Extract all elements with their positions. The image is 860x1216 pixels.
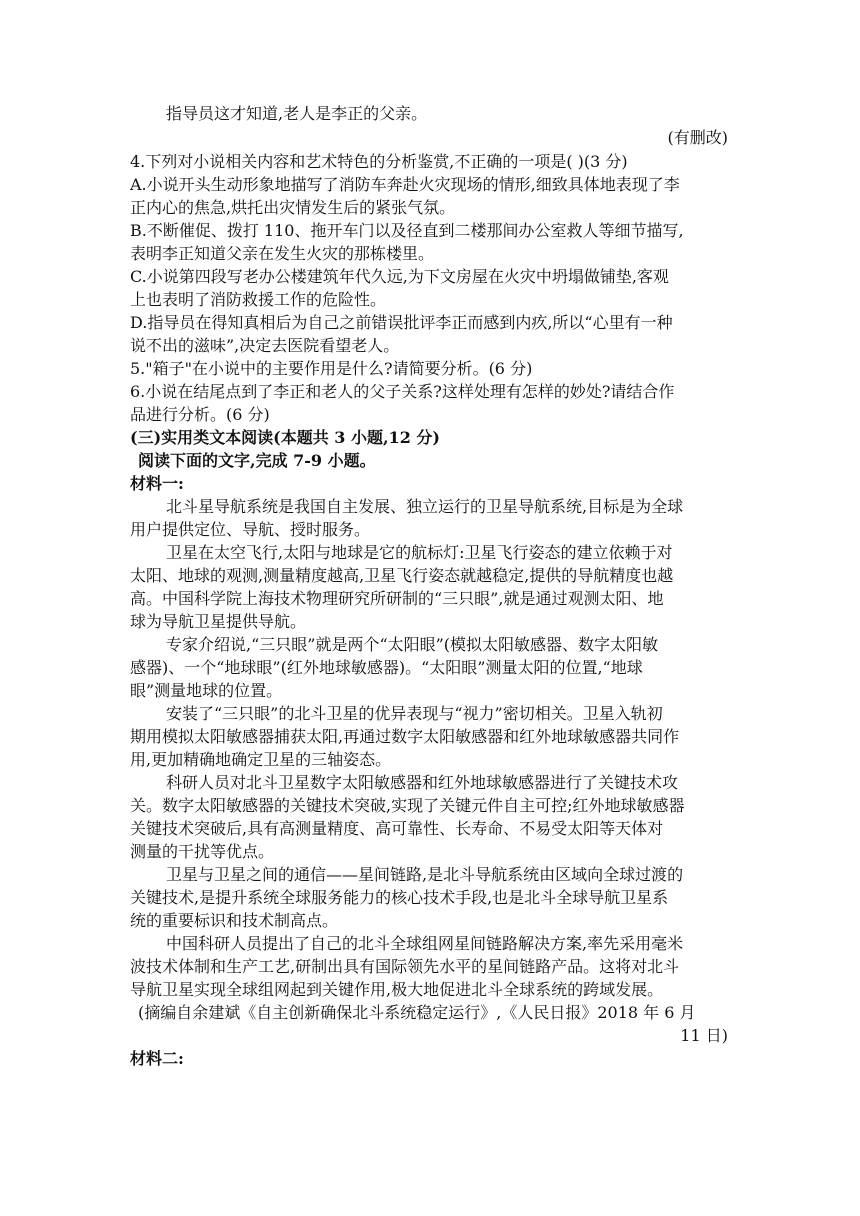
option-c-line-2: 上也表明了消防救援工作的危险性。 [130, 290, 387, 309]
paragraph-line: 用户提供定位、导航、授时服务。 [130, 520, 371, 539]
paragraph-line: 关。数字太阳敏感器的关键技术突破,实现了关键元件自主可控;红外地球敏感器 [130, 796, 685, 815]
paragraph-line: 太阳、地球的观测,测量精度越高,卫星飞行姿态就越稳定,提供的导航精度也越 [130, 566, 674, 585]
paragraph-line: 高。中国科学院上海技术物理研究所研制的“三只眼”,就是通过观测太阳、地 [130, 589, 664, 608]
story-last-line: 指导员这才知道,老人是李正的父亲。 [166, 104, 428, 123]
option-a-line-1: A.小说开头生动形象地描写了消防车奔赴火灾现场的情形,细致具体地表现了李 [130, 175, 680, 194]
paragraph-line: 专家介绍说,“三只眼”就是两个“太阳眼”(模拟太阳敏感器、数字太阳敏 [166, 635, 659, 654]
option-b-line-1: B.不断催促、拨打 110、拖开车门以及径直到二楼那间办公室救人等细节描写, [130, 221, 684, 240]
paragraph-line: 感器)、一个“地球眼”(红外地球敏感器)。“太阳眼”测量太阳的位置,“地球 [130, 658, 643, 677]
question-6-line-1: 6.小说在结尾点到了李正和老人的父子关系?这样处理有怎样的妙处?请结合作 [130, 382, 675, 401]
source-citation-line-2: 11 日) [680, 1026, 728, 1045]
section-3-title: (三)实用类文本阅读(本题共 3 小题,12 分) [130, 428, 440, 447]
material-1-label: 材料一: [130, 474, 184, 493]
paragraph-line: 关键技术突破后,具有高测量精度、高可靠性、长寿命、不易受太阳等天体对 [130, 819, 664, 838]
paragraph-line: 中国科研人员提出了自己的北斗全球组网星间链路解决方案,率先采用毫米 [166, 934, 684, 953]
paragraph-line: 卫星在太空飞行,太阳与地球是它的航标灯:卫星飞行姿态的建立依赖于对 [166, 543, 673, 562]
option-a-line-2: 正内心的焦急,烘托出灾情发生后的紧张气氛。 [130, 198, 456, 217]
paragraph-line: 眼”测量地球的位置。 [130, 681, 283, 700]
option-c-line-1: C.小说第四段写老办公楼建筑年代久远,为下文房屋在火灾中坍塌做铺垫,客观 [130, 267, 669, 286]
paragraph-line: 波技术体制和生产工艺,研制出具有国际领先水平的星间链路产品。这将对北斗 [130, 957, 680, 976]
option-d-line-2: 说不出的滋味”,决定去医院看望老人。 [130, 336, 400, 355]
option-d-line-1: D.指导员在得知真相后为自己之前错误批评李正而感到内疚,所以“心里有一种 [130, 313, 673, 332]
paragraph-line: 期用模拟太阳敏感器捕获太阳,再通过数字太阳敏感器和红外地球敏感器共同作 [130, 727, 680, 746]
material-2-label: 材料二: [130, 1049, 184, 1068]
paragraph-line: 导航卫星实现全球组网起到关键作用,极大地促进北斗全球系统的跨域发展。 [130, 980, 664, 999]
source-citation-line-1: (摘编自余建斌《自主创新确保北斗系统稳定运行》,《人民日报》2018 年 6 月 [138, 1003, 696, 1022]
paragraph-line: 测量的干扰等优点。 [130, 842, 275, 861]
question-5: 5."箱子"在小说中的主要作用是什么?请简要分析。(6 分) [130, 359, 533, 378]
paragraph-line: 北斗星导航系统是我国自主发展、独立运行的卫星导航系统,目标是为全球 [166, 497, 684, 516]
paragraph-line: 球为导航卫星提供导航。 [130, 612, 307, 631]
section-3-instruction: 阅读下面的文字,完成 7-9 小题。 [138, 451, 376, 470]
paragraph-line: 安装了“三只眼”的北斗卫星的优异表现与“视力”密切相关。卫星入轨初 [166, 704, 663, 723]
paragraph-line: 关键技术,是提升系统全球服务能力的核心技术手段,也是北斗全球导航卫星系 [130, 888, 669, 907]
paragraph-line: 用,更加精确地确定卫星的三轴姿态。 [130, 750, 392, 769]
abridged-note: (有删改) [667, 128, 728, 147]
paragraph-line: 统的重要标识和技术制高点。 [130, 911, 339, 930]
paragraph-line: 卫星与卫星之间的通信——星间链路,是北斗导航系统由区域向全球过渡的 [166, 865, 684, 884]
option-b-line-2: 表明李正知道父亲在发生火灾的那栋楼里。 [130, 244, 435, 263]
paragraph-line: 科研人员对北斗卫星数字太阳敏感器和红外地球敏感器进行了关键技术攻 [166, 773, 679, 792]
question-4-stem: 4.下列对小说相关内容和艺术特色的分析鉴赏,不正确的一项是( )(3 分) [130, 152, 628, 171]
question-6-line-2: 品进行分析。(6 分) [130, 405, 270, 424]
